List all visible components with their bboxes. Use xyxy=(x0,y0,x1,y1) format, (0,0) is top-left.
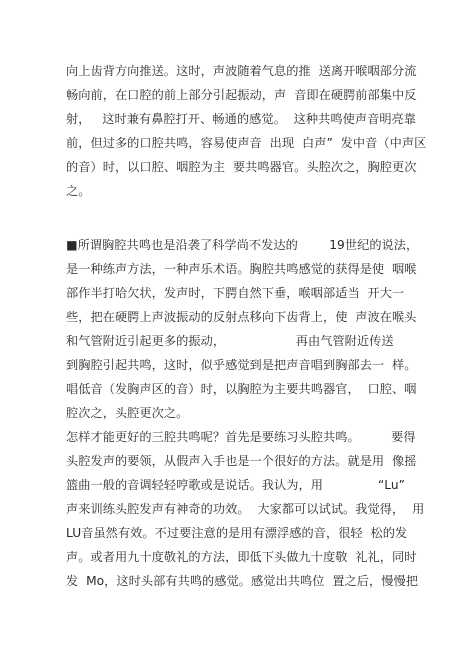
text-line: 的音）时，以口腔、咽腔为主 要共鸣器官。头腔次之，胸腔更次 xyxy=(66,160,417,174)
text-line: 之。 xyxy=(66,184,91,198)
text-line: 部作半打哈欠状，发声时，下腭自然下垂，喉咽部适当 开大一 xyxy=(66,286,405,300)
text-line: 和气管附近引起更多的振动， 再由气管附近传送 xyxy=(66,334,394,348)
text-line: 些，把在硬腭上声波振动的反射点移向下齿背上，使 声波在喉头 xyxy=(66,310,417,324)
text-line: 畅向前，在口腔的前上部分引起振动，声 音即在硬腭前部集中反 xyxy=(66,88,417,102)
text-line: 篮曲一般的音调轻轻哼歌或是说话。我认为，用 “Lu” xyxy=(66,478,406,492)
text-line: ■所谓胸腔共鸣也是沿袭了科学尚不发达的 19世纪的说法， xyxy=(66,238,419,252)
text-line: 前，但过多的口腔共鸣，容易使声音 出现 白声” 发中音（中声区 xyxy=(66,136,427,150)
text-line: 向上齿背方向推送。这时，声波随着气息的推 送离开喉咽部分流 xyxy=(66,64,417,78)
text-line: LU音虽然有效。不过要注意的是用有漂浮感的音，很轻 松的发 xyxy=(66,526,408,540)
text-line: 腔次之，头腔更次之。 xyxy=(66,406,189,420)
text-line: 到胸腔引起共鸣，这时，似乎感觉到是把声音唱到胸部去一 样。 xyxy=(66,358,417,372)
text-line: 唱低音（发胸声区的音）时，以胸腔为主要共鸣器官， 口腔、咽 xyxy=(66,382,417,396)
text-line: 头腔发声的要领，从假声入手也是一个很好的方法。就是用 像摇 xyxy=(66,454,417,468)
text-line: 射， 这时兼有鼻腔打开、畅通的感觉。 这种共鸣使声音明亮靠 xyxy=(66,112,417,126)
text-line: 声。或者用九十度敬礼的方法，即低下头做九十度敬 礼礼，同时 xyxy=(66,550,417,564)
text-line: 是一种练声方法，一种声乐术语。胸腔共鸣感觉的获得是使 咽喉 xyxy=(66,262,417,276)
text-line: 声来训练头腔发声有神奇的功效。 大家都可以试试。我觉得， 用 xyxy=(66,502,425,516)
text-line: 怎样才能更好的三腔共鸣呢？首先是要练习头腔共鸣。 要得 xyxy=(66,430,416,444)
text-line: 发 Mo，这时头部有共鸣的感觉。感觉出共鸣位 置之后，慢慢把 xyxy=(66,574,418,588)
